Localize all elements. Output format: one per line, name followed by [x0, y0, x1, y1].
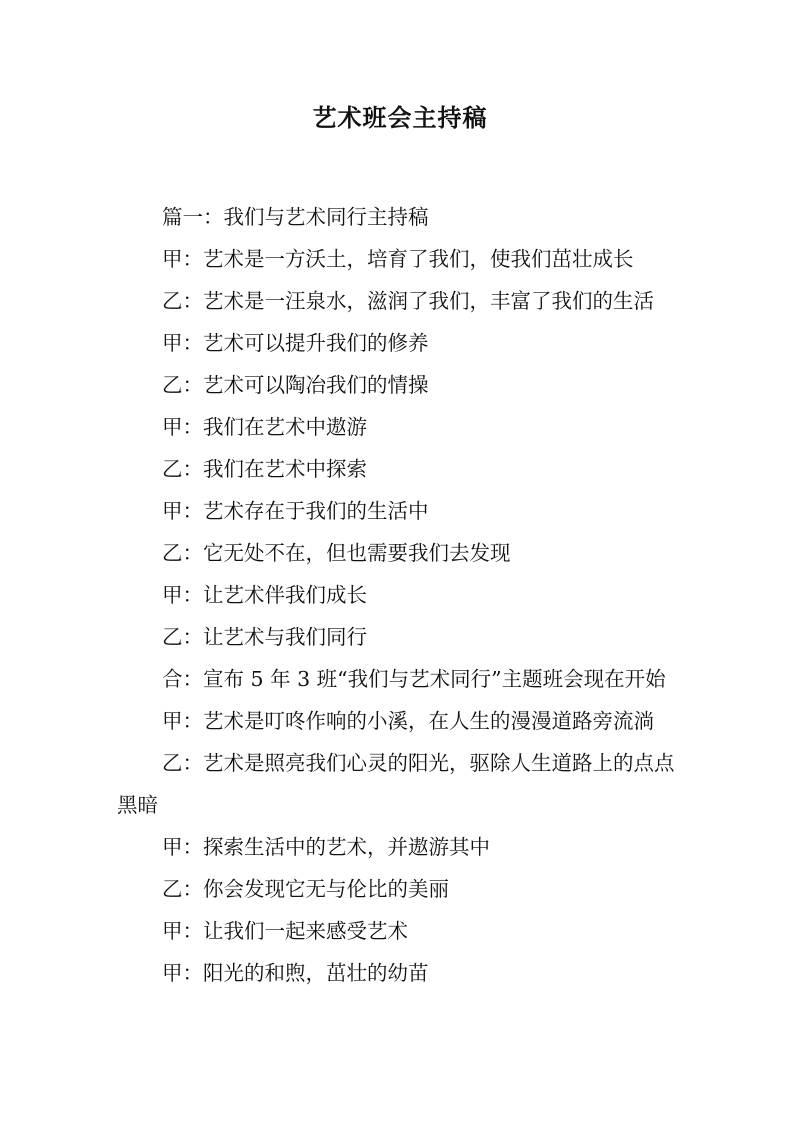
paragraph: 甲：艺术可以提升我们的修养	[162, 331, 429, 355]
paragraph: 甲：让我们一起来感受艺术	[162, 919, 408, 943]
paragraph: 甲：让艺术伴我们成长	[162, 583, 367, 607]
paragraph: 甲：我们在艺术中遨游	[162, 415, 367, 439]
paragraph: 甲：艺术是叮咚作响的小溪，在人生的漫漫道路旁流淌	[162, 709, 654, 733]
paragraph: 甲：艺术是一方沃土，培育了我们，使我们茁壮成长	[162, 247, 634, 271]
paragraph: 乙：它无处不在，但也需要我们去发现	[162, 541, 511, 565]
paragraph: 甲：阳光的和煦，茁壮的幼苗	[162, 961, 429, 985]
paragraph: 乙：艺术可以陶冶我们的情操	[162, 373, 429, 397]
document-body	[0, 196, 800, 994]
paragraph: 乙：艺术是照亮我们心灵的阳光，驱除人生道路上的点点黑暗	[117, 751, 675, 817]
paragraph: 甲：探索生活中的艺术，并遨游其中	[162, 835, 490, 859]
paragraph: 甲：艺术存在于我们的生活中	[162, 499, 429, 523]
paragraph: 乙：让艺术与我们同行	[162, 625, 367, 649]
document-title: 艺术班会主持稿	[312, 104, 488, 132]
paragraph: 篇一：我们与艺术同行主持稿	[162, 205, 429, 229]
paragraph: 乙：你会发现它无与伦比的美丽	[162, 877, 449, 901]
paragraph: 乙：艺术是一汪泉水，滋润了我们，丰富了我们的生活	[162, 289, 654, 313]
paragraph: 合：宣布 5 年 3 班“我们与艺术同行”主题班会现在开始	[162, 667, 666, 691]
paragraph: 乙：我们在艺术中探索	[162, 457, 367, 481]
